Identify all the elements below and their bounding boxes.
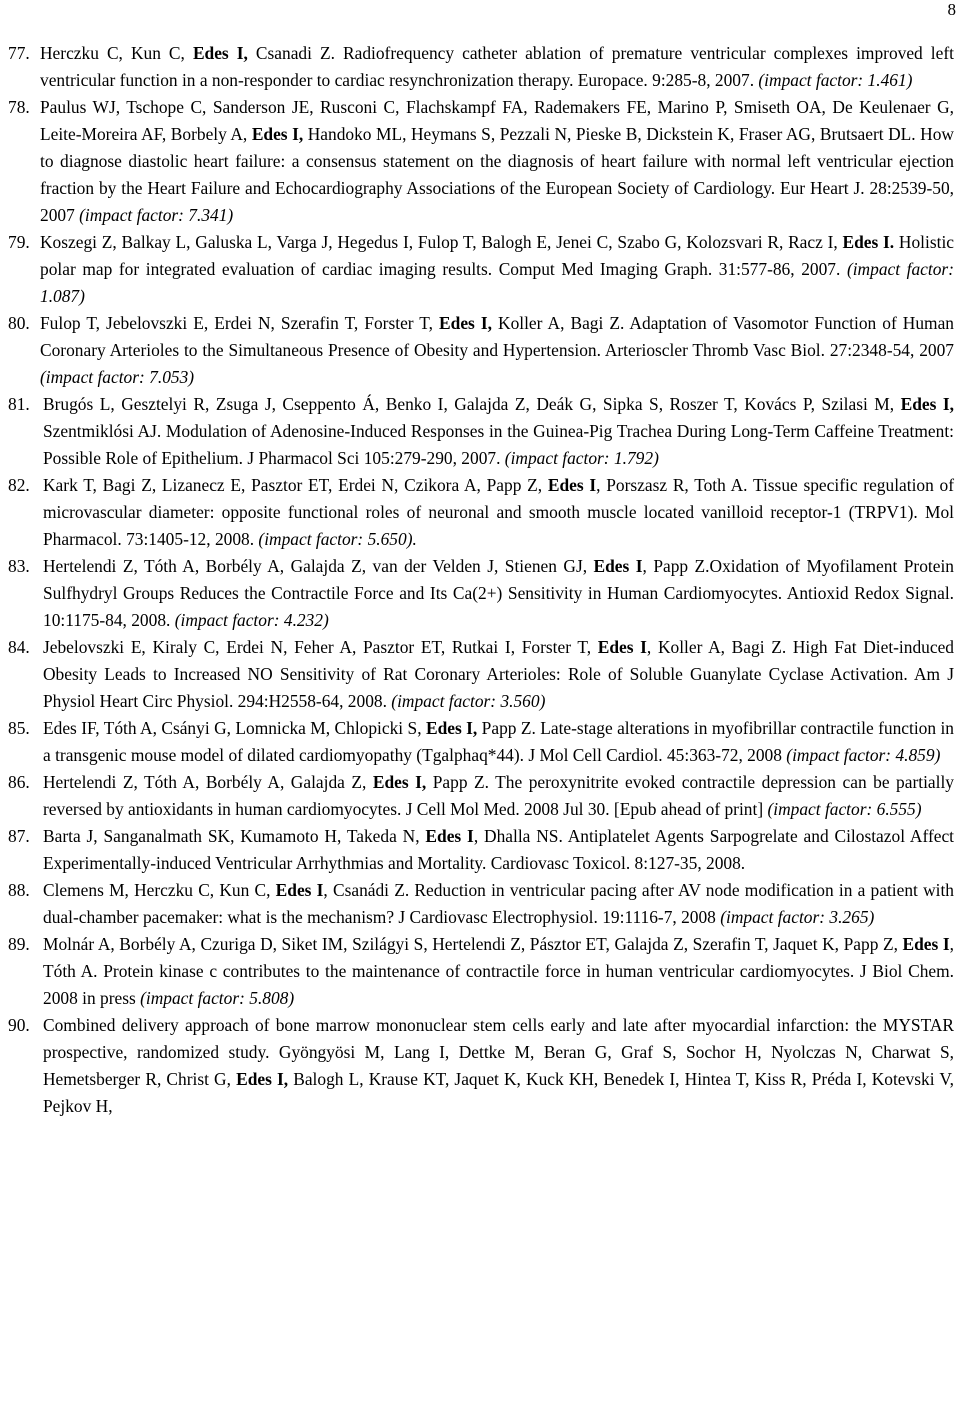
reference-number: 79. xyxy=(8,232,30,252)
reference-item xyxy=(8,229,954,310)
page-number: 8 xyxy=(947,0,956,19)
impact-factor: (impact factor: 3.265) xyxy=(720,907,875,927)
reference-item xyxy=(8,715,954,769)
reference-text: Hertelendi Z, Tóth A, Borbély A, Galajda Z, xyxy=(43,772,373,792)
author-highlight: Edes I, xyxy=(372,772,427,792)
reference-text: , Porszasz R, Toth A. Tissue specific regulation of microvascular diameter: opposite functional roles of neuronal and smooth muscle located vanilloid receptor-1 (TRPV1). Mol Pharmacol. 73:1405-12, 2008. xyxy=(43,475,955,549)
reference-text: Clemens M, Herczku C, Kun C, xyxy=(43,880,276,900)
reference-number: 88. xyxy=(8,880,30,900)
reference-text: Jebelovszki E, Kiraly C, Erdei N, Feher A, Pasztor ET, Rutkai I, Forster T, xyxy=(43,637,598,657)
reference-item xyxy=(8,931,954,1012)
author-highlight: Edes I xyxy=(593,556,643,576)
author-highlight: Edes I xyxy=(547,475,597,495)
reference-item xyxy=(8,877,954,931)
reference-number: 84. xyxy=(8,637,30,657)
reference-text: Csanadi Z. Radiofrequency catheter ablation of premature ventricular complexes improved left ventricular function in a non-responder to cardiac resynchronization therapy. Europace. 9:285-8, 2007. xyxy=(40,43,954,90)
impact-factor: (impact factor: 1.792) xyxy=(504,448,659,468)
author-highlight: Edes I, xyxy=(439,313,492,333)
reference-item xyxy=(8,391,954,472)
impact-factor: (impact factor: 5.650). xyxy=(258,529,417,549)
reference-item xyxy=(8,553,954,634)
reference-text: Hertelendi Z, Tóth A, Borbély A, Galajda Z, van der Velden J, Stienen GJ, xyxy=(43,556,594,576)
reference-text: Edes IF, Tóth A, Csányi G, Lomnicka M, Chlopicki S, xyxy=(43,718,426,738)
author-highlight: Edes I xyxy=(275,880,324,900)
reference-list xyxy=(8,40,954,1120)
reference-number: 86. xyxy=(8,772,30,792)
reference-number: 89. xyxy=(8,934,30,954)
author-highlight: Edes I, xyxy=(251,124,304,144)
reference-text: Balogh L, Krause KT, Jaquet K, Kuck KH, Benedek I, Hintea T, Kiss R, Préda I, Kotevski V, Pejkov H, xyxy=(43,1069,954,1116)
impact-factor: (impact factor: 1.461) xyxy=(758,70,913,90)
reference-text: Brugós L, Gesztelyi R, Zsuga J, Cseppento Á, Benko I, Galajda Z, Deák G, Sipka S, Roszer T, Kovács P, Szilasi M, xyxy=(43,394,901,414)
reference-text: , Dhalla NS. Antiplatelet Agents Sarpogrelate and Cilostazol Affect Experimentally-induced Ventricular Arrhythmias and Mortality. Cardiovasc Toxicol. 8:127-35, 2008. xyxy=(43,826,955,873)
author-highlight: Edes I, xyxy=(236,1069,289,1089)
reference-number: 83. xyxy=(8,556,30,576)
reference-text: , Tóth A. Protein kinase c contributes to the maintenance of contractile force in human ventricular cardiomyocytes. J Biol Chem. 2008 in press xyxy=(43,934,954,1008)
reference-text: Fulop T, Jebelovszki E, Erdei N, Szerafin T, Forster T, xyxy=(40,313,440,333)
reference-text: Handoko ML, Heymans S, Pezzali N, Pieske B, Dickstein K, Fraser AG, Brutsaert DL. How to diagnose diastolic heart failure: a consensus statement on the diagnosis of heart failure with normal left ventricular ejection fraction by the Heart Failure and Echocardiography Associations of the European Society of Cardiology. Eur Heart J. 28:2539-50, 2007 xyxy=(40,124,954,225)
impact-factor: (impact factor: 6.555) xyxy=(767,799,922,819)
reference-text: Kark T, Bagi Z, Lizanecz E, Pasztor ET, Erdei N, Czikora A, Papp Z, xyxy=(43,475,548,495)
reference-number: 82. xyxy=(8,475,30,495)
reference-text: , Papp Z.Oxidation of Myofilament Protein Sulfhydryl Groups Reduces the Contractile Force and Its Ca(2+) Sensitivity in Human Cardiomyocytes. Antioxid Redox Signal. 10:1175-84, 2008. xyxy=(43,556,954,630)
impact-factor: (impact factor: 7.053) xyxy=(40,367,195,387)
reference-number: 85. xyxy=(8,718,30,738)
reference-number: 90. xyxy=(8,1015,30,1035)
reference-number: 87. xyxy=(8,826,30,846)
reference-text: Herczku C, Kun C, xyxy=(40,43,193,63)
reference-item xyxy=(8,310,954,391)
reference-number: 78. xyxy=(8,97,30,117)
reference-number: 77. xyxy=(8,43,30,63)
reference-item xyxy=(8,634,954,715)
reference-text: , Csanádi Z. Reduction in ventricular pacing after AV node modification in a patient with dual-chamber pacemaker: what is the mechanism? J Cardiovasc Electrophysiol. 19:1116-7, 2008 xyxy=(43,880,954,927)
impact-factor: (impact factor: 4.859) xyxy=(786,745,941,765)
reference-text: Koszegi Z, Balkay L, Galuska L, Varga J, Hegedus I, Fulop T, Balogh E, Jenei C, Szabo G, Kolozsvari R, Racz I, xyxy=(40,232,843,252)
reference-text: Holistic polar map for integrated evaluation of cardiac imaging results. Comput Med Imaging Graph. 31:577-86, 2007. xyxy=(40,232,954,279)
impact-factor: (impact factor: 7.341) xyxy=(79,205,234,225)
reference-item xyxy=(8,1012,954,1120)
reference-text: , Koller A, Bagi Z. High Fat Diet-induced Obesity Leads to Increased NO Sensitivity of Rat Coronary Arterioles: Role of Soluble Guanylate Cyclase Activation. Am J Physiol Heart Circ Physiol. 294:H2558-64, 2008. xyxy=(43,637,954,711)
impact-factor: (impact factor: 3.560) xyxy=(391,691,546,711)
reference-item xyxy=(8,94,954,229)
reference-number: 80. xyxy=(8,313,30,333)
author-highlight: Edes I, xyxy=(900,394,954,414)
author-highlight: Edes I xyxy=(425,826,474,846)
impact-factor: (impact factor: 4.232) xyxy=(174,610,329,630)
reference-number: 81. xyxy=(8,394,30,414)
author-highlight: Edes I, xyxy=(425,718,478,738)
reference-text: Koller A, Bagi Z. Adaptation of Vasomotor Function of Human Coronary Arterioles to the Simultaneous Presence of Obesity and Hypertension. Arterioscler Thromb Vasc Biol. 27:2348-54, 2007 xyxy=(40,313,954,360)
reference-item xyxy=(8,472,954,553)
reference-text: Barta J, Sanganalmath SK, Kumamoto H, Takeda N, xyxy=(43,826,426,846)
author-highlight: Edes I. xyxy=(842,232,895,252)
author-highlight: Edes I, xyxy=(192,43,248,63)
reference-text: Combined delivery approach of bone marrow mononuclear stem cells early and late after myocardial infarction: the MYSTAR prospective, randomized study. Gyöngyösi M, Lang I, Dettke M, Beran G, Graf S, Sochor H, Nyolczas N, Charwat S, Hemetsberger R, Christ G, xyxy=(43,1015,954,1089)
reference-text: Papp Z. The peroxynitrite evoked contractile depression can be partially reversed by antioxidants in human cardiomyocytes. J Cell Mol Med. 2008 Jul 30. [Epub ahead of print] xyxy=(43,772,954,819)
reference-item xyxy=(8,823,954,877)
author-highlight: Edes I xyxy=(902,934,950,954)
reference-text: Papp Z. Late-stage alterations in myofibrillar contractile function in a transgenic mouse model of dilated cardiomyopathy (Tgalphaq*44). J Mol Cell Cardiol. 45:363-72, 2008 xyxy=(43,718,954,765)
reference-text: Molnár A, Borbély A, Czuriga D, Siket IM, Szilágyi S, Hertelendi Z, Pásztor ET, Galajda Z, Szerafin T, Jaquet K, Papp Z, xyxy=(43,934,903,954)
reference-text: Paulus WJ, Tschope C, Sanderson JE, Rusconi C, Flachskampf FA, Rademakers FE, Marino P, Smiseth OA, De Keulenaer G, Leite-Moreira AF, Borbely A, xyxy=(40,97,954,144)
author-highlight: Edes I xyxy=(597,637,647,657)
reference-item xyxy=(8,769,954,823)
reference-item xyxy=(8,40,954,94)
impact-factor: (impact factor: 5.808) xyxy=(140,988,295,1008)
impact-factor: (impact factor: 1.087) xyxy=(40,259,954,306)
reference-text: Szentmiklósi AJ. Modulation of Adenosine-Induced Responses in the Guinea-Pig Trachea During Long-Term Caffeine Treatment: Possible Role of Epithelium. J Pharmacol Sci 105:279-290, 2007. xyxy=(43,421,954,468)
